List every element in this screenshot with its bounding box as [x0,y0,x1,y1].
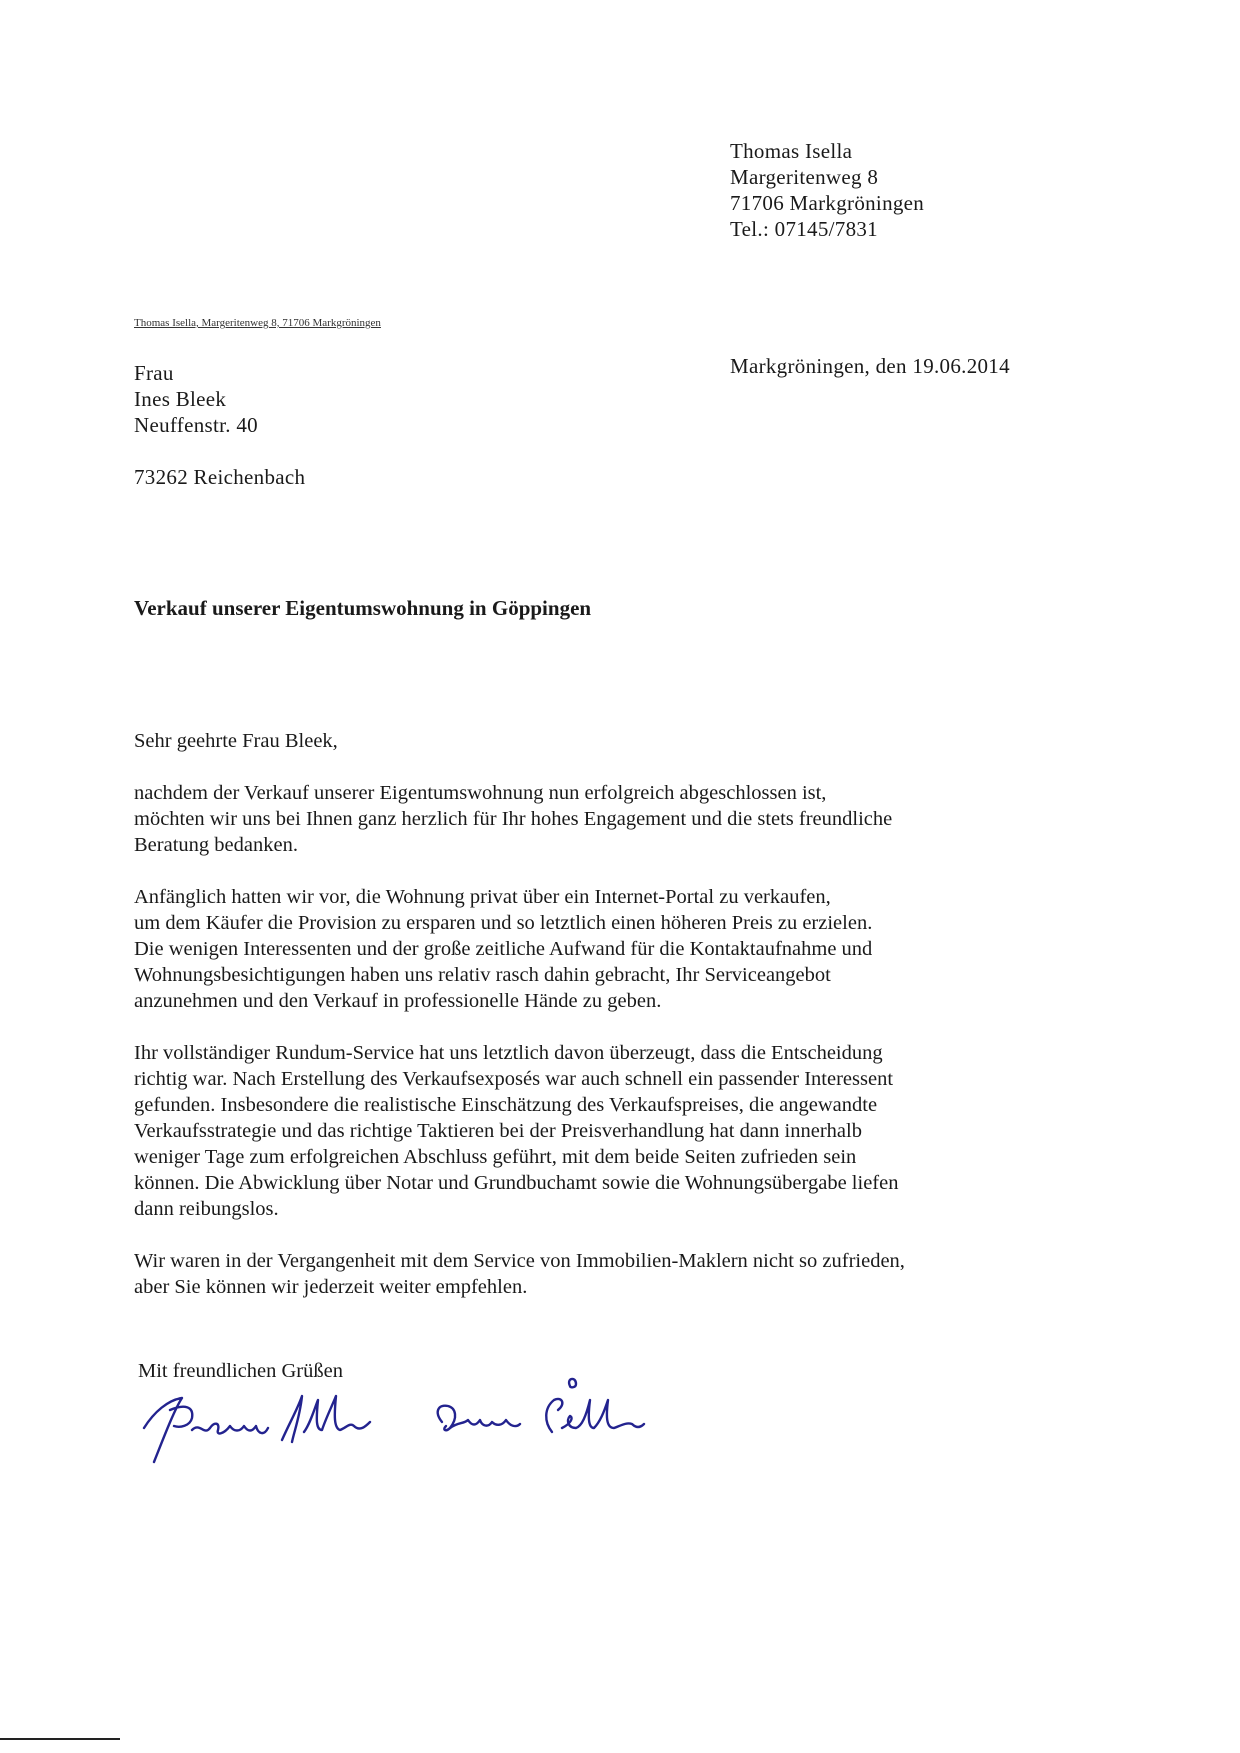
body-line: weniger Tage zum erfolgreichen Abschluss geführt, mit dem beide Seiten zufrieden sein [134,1146,857,1168]
paragraph-1 [134,780,1034,858]
sender-name: Thomas Isella [730,139,853,163]
letter-body [134,728,1034,1326]
body-line: Anfänglich hatten wir vor, die Wohnung privat über ein Internet-Portal zu verkaufen, [134,886,831,908]
sender-city: 71706 Markgröningen [730,191,925,215]
paragraph-2 [134,884,1034,1014]
body-line: Beratung bedanken. [134,834,298,856]
subject-line: Verkauf unserer Eigentumswohnung in Göppingen [134,596,592,620]
return-address-line: Thomas Isella, Margeritenweg 8, 71706 Markgröningen [134,317,381,329]
signature-isella [420,1370,650,1460]
sender-address [730,138,924,242]
recipient-city: 73262 Reichenbach [134,465,306,489]
recipient-street: Neuffenstr. 40 [134,413,258,437]
body-line: Ihr vollständiger Rundum-Service hat uns letztlich davon überzeugt, dass die Entscheidung [134,1042,883,1064]
body-line: möchten wir uns bei Ihnen ganz herzlich für Ihr hohes Engagement und die stets freundliche [134,808,893,830]
body-line: gefunden. Insbesondere die realistische Einschätzung des Verkaufspreises, die angewandte [134,1094,878,1116]
paragraph-4 [134,1248,1034,1300]
body-line: anzunehmen und den Verkauf in professionelle Hände zu geben. [134,990,662,1012]
greeting: Sehr geehrte Frau Bleek, [134,730,338,752]
page-edge-mark [0,1738,120,1740]
body-line: aber Sie können wir jederzeit weiter empfehlen. [134,1276,528,1298]
signature-thomas-isella [134,1370,384,1470]
recipient-address [134,360,305,490]
closing-phrase: Mit freundlichen Grüßen [138,1360,343,1382]
body-line: nachdem der Verkauf unserer Eigentumswohnung nun erfolgreich abgeschlossen ist, [134,782,827,804]
recipient-salutation: Frau [134,361,174,385]
recipient-name: Ines Bleek [134,387,227,411]
sender-street: Margeritenweg 8 [730,165,879,189]
body-line: können. Die Abwicklung über Notar und Grundbuchamt sowie die Wohnungsübergabe liefen [134,1172,899,1194]
body-line: dann reibungslos. [134,1198,279,1220]
body-line: Verkaufsstrategie und das richtige Taktieren bei der Preisverhandlung hat dann innerhalb [134,1120,862,1142]
sender-phone: Tel.: 07145/7831 [730,217,878,241]
body-line: Wohnungsbesichtigungen haben uns relativ rasch dahin gebracht, Ihr Serviceangebot [134,964,831,986]
body-line: richtig war. Nach Erstellung des Verkaufsexposés war auch schnell ein passender Interessent [134,1068,894,1090]
body-line: Die wenigen Interessenten und der große zeitliche Aufwand für die Kontaktaufnahme und [134,938,873,960]
date-line: Markgröningen, den 19.06.2014 [730,354,1010,378]
body-line: Wir waren in der Vergangenheit mit dem Service von Immobilien-Maklern nicht so zufrieden, [134,1250,905,1272]
paragraph-3 [134,1040,1034,1222]
body-line: um dem Käufer die Provision zu ersparen und so letztlich einen höheren Preis zu erzielen. [134,912,873,934]
